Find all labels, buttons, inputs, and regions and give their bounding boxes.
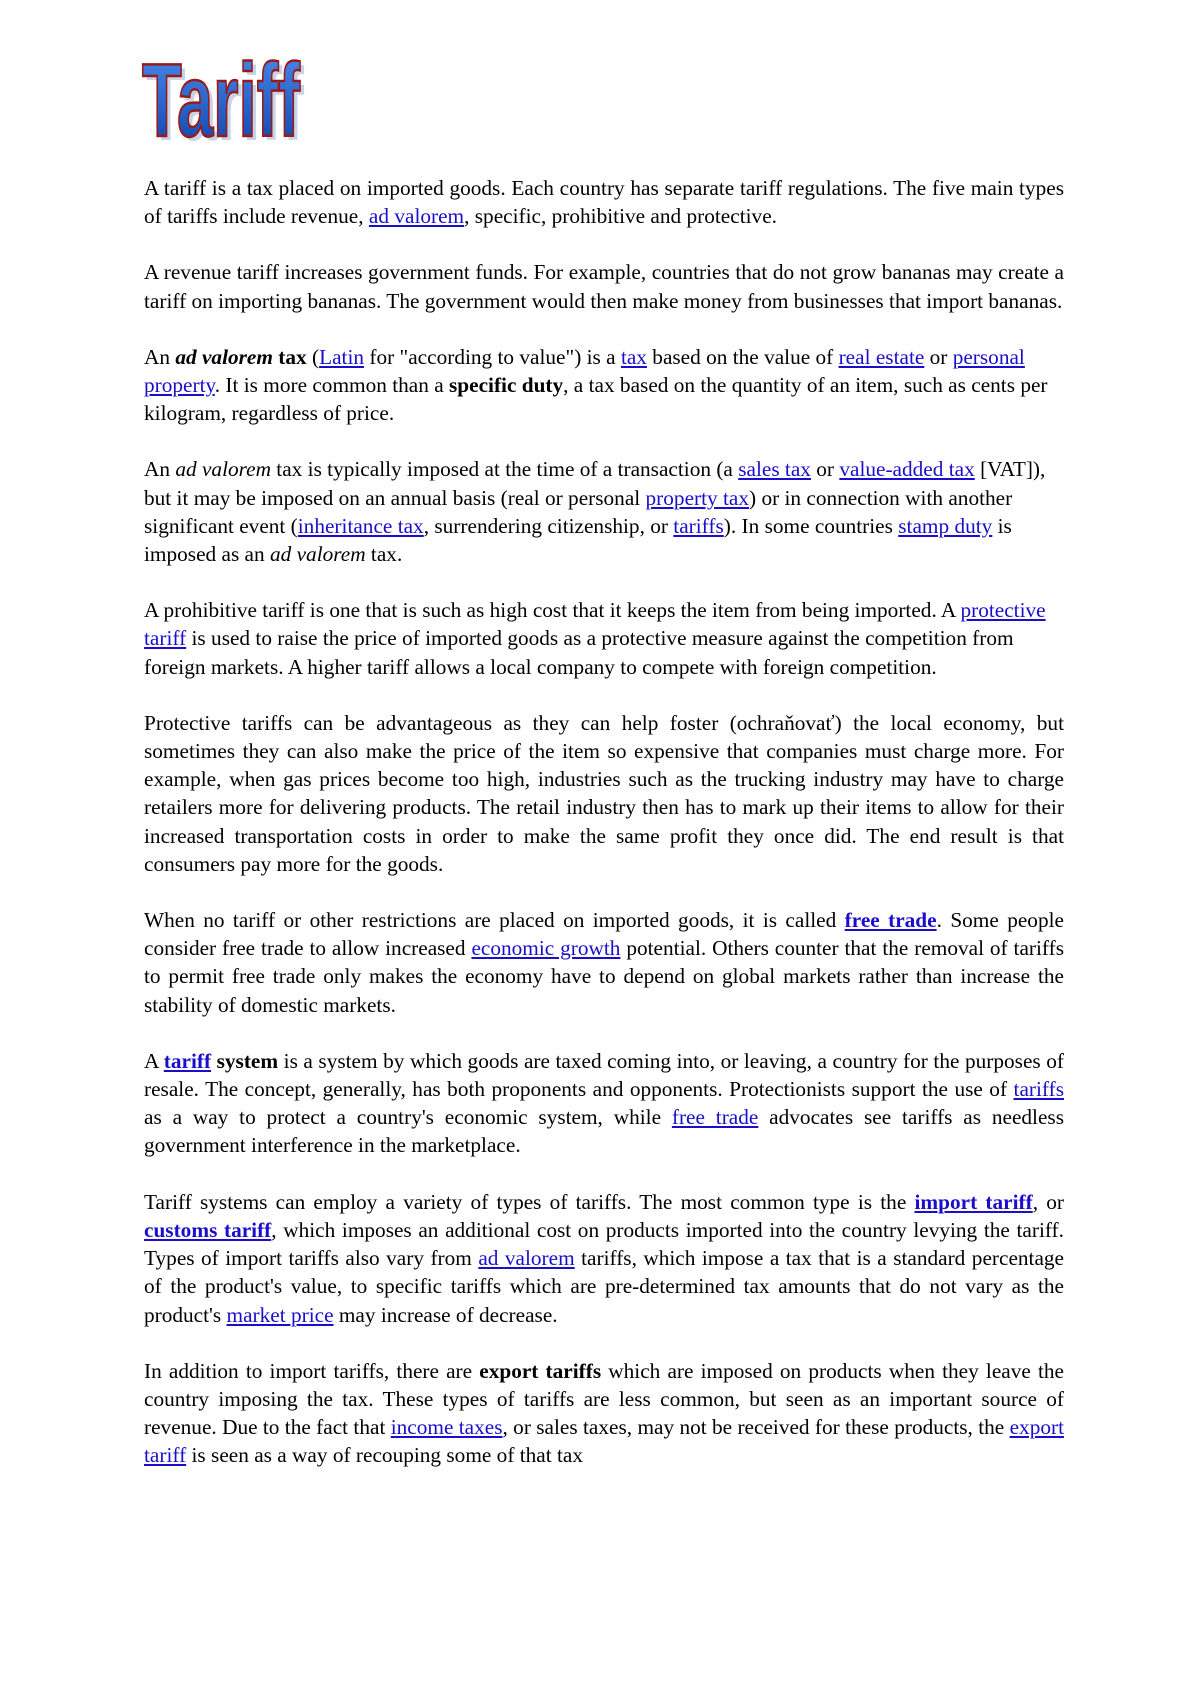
- paragraph-prohibitive-tariff: A prohibitive tariff is one that is such as high cost that it keeps the item from being imported. A protective tariff is used to raise the price of imported goods as a protective measure against the competition from foreign markets. A higher tariff allows a local company to compete with foreign competition.: [144, 598, 1046, 679]
- link-inheritance-tax[interactable]: inheritance tax: [297, 513, 424, 538]
- link-property-tax[interactable]: property tax: [645, 485, 750, 510]
- link-tariffs-2[interactable]: tariffs: [1013, 1077, 1064, 1102]
- link-tariff-bold[interactable]: tariff: [163, 1048, 212, 1073]
- link-personal-property[interactable]: personal property: [144, 344, 1025, 398]
- link-income-taxes[interactable]: income taxes: [390, 1415, 503, 1440]
- title-wordart: [140, 48, 310, 156]
- link-value-added-tax[interactable]: value-added tax: [839, 457, 975, 482]
- paragraph-tariff-system: A tariff system is a system by which goods are taxed coming into, or leaving, a country for the purposes of resale. The concept, generally, has both proponents and opponents. Protectionists support the use of tariffs as a way to protect a country's economic system, while free trade advocates see tariffs as needless government interference in the marketplace.: [144, 1048, 1064, 1158]
- paragraph-revenue-tariff: A revenue tariff increases government funds. For example, countries that do not grow bananas may create a tariff on importing bananas. The government would then make money from businesses that import bananas.: [144, 260, 1064, 313]
- paragraph-import-tariffs: Tariff systems can employ a variety of types of tariffs. The most common type is the import tariff, or customs tariff, which imposes an additional cost on products imported into the country levying the tariff. Types of import tariffs also vary from ad valorem tariffs, which impose a tax that is a standard percentage of the product's value, to specific tariffs which are pre-determined tax amounts that do not vary as the product's market price may increase of decrease.: [144, 1189, 1065, 1327]
- link-customs-tariff[interactable]: customs tariff: [144, 1217, 272, 1242]
- link-ad-valorem[interactable]: ad valorem: [368, 204, 465, 229]
- link-free-trade[interactable]: free trade: [671, 1105, 759, 1130]
- link-latin[interactable]: Latin: [319, 344, 365, 369]
- link-real-estate[interactable]: real estate: [838, 344, 925, 369]
- paragraph-export-tariffs: In addition to import tariffs, there are export tariffs which are imposed on products when they leave the country imposing the tax. These types of tariffs are less common, but seen as an important source of revenue. Due to the fact that income taxes, or sales taxes, may not be received for these products, the export tariff is seen as a way of recouping some of that tax: [144, 1358, 1065, 1468]
- paragraph-free-trade: When no tariff or other restrictions are placed on imported goods, it is called free trade. Some people consider free trade to allow increased economic growth potential. Others counter that the removal of tariffs to permit free trade only makes the economy have to depend on global markets rather than increase the stability of domestic markets.: [144, 908, 1064, 1017]
- link-stamp-duty[interactable]: stamp duty: [898, 513, 993, 538]
- title-wordart-text: Tariff: [142, 48, 301, 156]
- paragraph-ad-valorem-definition: An ad valorem tax (Latin for "according to value") is a tax based on the value of real estate or personal property. It is more common than a specific duty, a tax based on the quantity of an item, such as cents per kilogram, regardless of price.: [144, 344, 1048, 426]
- link-protective-tariff[interactable]: protective tariff: [144, 598, 1046, 651]
- link-ad-valorem-2[interactable]: ad valorem: [478, 1246, 575, 1271]
- link-free-trade-bold[interactable]: free trade: [844, 908, 937, 933]
- link-import-tariff[interactable]: import tariff: [914, 1189, 1033, 1214]
- link-tax[interactable]: tax: [620, 344, 647, 369]
- link-market-price[interactable]: market price: [226, 1302, 334, 1327]
- link-economic-growth[interactable]: economic growth: [471, 936, 621, 961]
- paragraph-protective-tariffs: Protective tariffs can be advantageous as they can help foster (ochraňovať) the local economy, but sometimes they can also make the price of the item so expensive that companies must charge more. For example, when gas prices become too high, industries such as the trucking industry may have to charge retailers more for delivering products. The retail industry then has to mark up their items to allow for their increased transportation costs in order to make the same profit they once did. The end result is that consumers pay more for the goods.: [144, 710, 1064, 876]
- link-export-tariff[interactable]: export tariff: [144, 1415, 1065, 1468]
- title-wordart-shadow: Tariff: [146, 48, 305, 156]
- link-tariffs[interactable]: tariffs: [673, 513, 724, 538]
- paragraph-intro: A tariff is a tax placed on imported goods. Each country has separate tariff regulations. The five main types of tariffs include revenue, ad valorem, specific, prohibitive and protective.: [144, 176, 1064, 229]
- paragraph-ad-valorem-usage: An ad valorem tax is typically imposed at the time of a transaction (a sales tax or value-added tax [VAT]), but it may be imposed on an annual basis (real or personal property tax) or in connection with another significant event (inheritance tax, surrendering citizenship, or tariffs). In some countries stamp duty is imposed as an ad valorem tax.: [144, 457, 1046, 567]
- link-sales-tax[interactable]: sales tax: [738, 457, 811, 482]
- article-body: [144, 174, 1064, 1498]
